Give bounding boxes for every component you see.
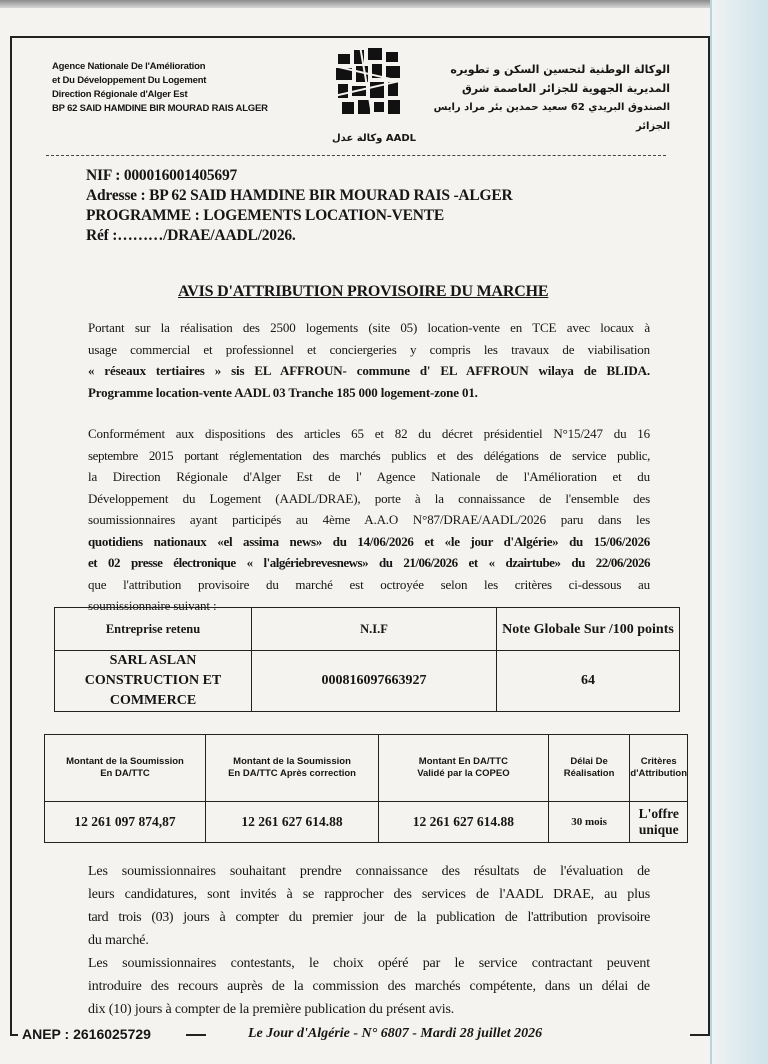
letterhead-line: BP 62 SAID HAMDINE BIR MOURAD RAIS ALGER (52, 103, 268, 114)
anep-number: ANEP : 2616025729 (22, 1026, 151, 1042)
programme-line: PROGRAMME : LOGEMENTS LOCATION-VENTE (86, 207, 445, 224)
letterhead-line: الصندوق البريدي 62 سعيد حمدين بئر مراد رايس (433, 102, 670, 113)
paragraph-line: et 02 presse électronique « l'algériebrevesnews» du 21/06/2026 et « dzairtube» du 22/06/2026 (88, 555, 650, 570)
paragraph-line: quotidiens nationaux «el assima news» du 14/06/2026 et «le jour d'Algérie» du 15/06/2026 (88, 533, 650, 549)
col-header-nif: N.I.F (252, 608, 497, 651)
col-header-montant-corrige: Montant de la Soumission En DA/TTC Après correction (206, 735, 379, 802)
paragraph-line: introduire des recours auprès de la commission des marchés compétente, dans un délai de (88, 979, 650, 994)
letterhead-french (52, 60, 322, 116)
cell-nif: 000816097663927 (252, 651, 497, 712)
footer (10, 1022, 710, 1052)
letterhead-line: Agence Nationale De l'Amélioration (52, 61, 206, 72)
footer-rule (690, 1034, 708, 1036)
col-header-delai: Délai De Réalisation (548, 735, 630, 802)
paragraph-line: du marché. (88, 933, 149, 948)
letterhead (52, 60, 670, 152)
paragraph-line: usage commercial et professionnel et conciergeries y compris les travaux de viabilisation (88, 341, 650, 357)
letterhead-line: الوكالة الوطنية لتحسين السكن و تطويره (450, 63, 670, 76)
col-header-montant: Montant de la Soumission En DA/TTC (45, 735, 206, 802)
footer-rule (186, 1034, 206, 1036)
publication-info: Le Jour d'Algérie - N° 6807 - Mardi 28 juillet 2026 (248, 1026, 543, 1041)
paragraph-line: soumissionnaire suivant : (88, 598, 217, 613)
cell-entreprise: SARL ASLAN CONSTRUCTION ET COMMERCE (55, 651, 252, 712)
object-paragraph (88, 317, 650, 403)
cell-montant: 12 261 097 874,87 (45, 802, 206, 843)
letterhead-line: الجزائر (635, 121, 670, 132)
table-row (45, 802, 688, 843)
cell-montant-copeo: 12 261 627 614.88 (379, 802, 549, 843)
closing-paragraph (88, 860, 650, 1021)
paragraph-line: Les soumissionnaires souhaitant prendre connaissance des résultats de l'évaluation de (88, 864, 650, 879)
paragraph-line: Portant sur la réalisation des 2500 logements (site 05) location-vente en TCE avec locaux à (88, 320, 650, 335)
col-header-note: Note Globale Sur /100 points (497, 608, 680, 651)
letterhead-arabic (430, 60, 670, 136)
paragraph-line: que l'attribution provisoire du marché est octroyée selon les critères ci-dessous au (88, 576, 650, 592)
cell-criteres: L'offre unique (630, 802, 688, 843)
letterhead-line: المديرية الجهوية للجزائر العاصمة شرق (461, 82, 670, 95)
conformity-paragraph (88, 423, 650, 617)
reference-block (86, 166, 513, 246)
attribution-table (54, 607, 680, 712)
letterhead-line: et Du Développement Du Logement (52, 75, 207, 86)
notice-title: AVIS D'ATTRIBUTION PROVISOIRE DU MARCHE (178, 283, 549, 300)
nif-line: NIF : 000016001405697 (86, 167, 238, 184)
table-row (55, 651, 680, 712)
cell-note: 64 (497, 651, 680, 712)
paragraph-line: Conformément aux dispositions des articles 65 et 82 du décret présidentiel N°15/247 du 16 (88, 426, 650, 441)
paragraph-line: Les soumissionnaires contestants, le choix opéré par le service contractant peuvent (88, 956, 650, 971)
paragraph-line: la Direction Régionale d'Alger Est de l' Agence Nationale de l'Amélioration et du (88, 469, 650, 484)
table-header-row (45, 735, 688, 802)
amount-table (44, 734, 688, 843)
paragraph-line: « réseaux tertiaires » sis EL AFFROUN- commune d' EL AFFROUN wilaya de BLIDA. (88, 363, 650, 378)
paragraph-line: septembre 2015 portant réglementation des marchés publics et des délégations de service public, (88, 447, 650, 463)
letterhead-line: Direction Régionale d'Alger Est (52, 89, 188, 100)
col-header-entreprise: Entreprise retenu (55, 608, 252, 651)
table-header-row (55, 608, 680, 651)
reference-line: Réf :………/DRAE/AADL/2026. (86, 227, 296, 244)
address-line: Adresse : BP 62 SAID HAMDINE BIR MOURAD RAIS -ALGER (86, 187, 513, 204)
paragraph-line: Développement du Logement (AADL/DRAE), porte à la connaissance de l'ensemble des (88, 490, 650, 506)
footer-rule (10, 1034, 18, 1036)
cell-delai: 30 mois (548, 802, 630, 843)
header-separator (46, 155, 666, 156)
paragraph-line: Programme location-vente AADL 03 Tranche 185 000 logement-zone 01. (88, 384, 478, 400)
paragraph-line: soumissionnaires ayant participés au 4ème A.A.O N°87/DRAE/AADL/2026 paru dans les (88, 512, 650, 527)
paragraph-line: tard trois (03) jours à compter du premier jour de la publication de l'attribution provisoire (88, 910, 650, 925)
paragraph-line: leurs candidatures, sont invités à se rapprocher des services de l'AADL DRAE, au plus (88, 887, 650, 902)
paragraph-line: dix (10) jours à compter de la première publication du présent avis. (88, 1002, 455, 1017)
aadl-logo-icon (334, 46, 404, 126)
page-edge (710, 0, 768, 1064)
logo-caption: AADL وكالة عدل (331, 133, 416, 144)
cell-montant-corrige: 12 261 627 614.88 (206, 802, 379, 843)
col-header-montant-copeo: Montant En DA/TTC Validé par la COPEO (379, 735, 549, 802)
scan-edge-top (0, 0, 768, 8)
col-header-criteres: Critères d'Attribution (630, 735, 688, 802)
